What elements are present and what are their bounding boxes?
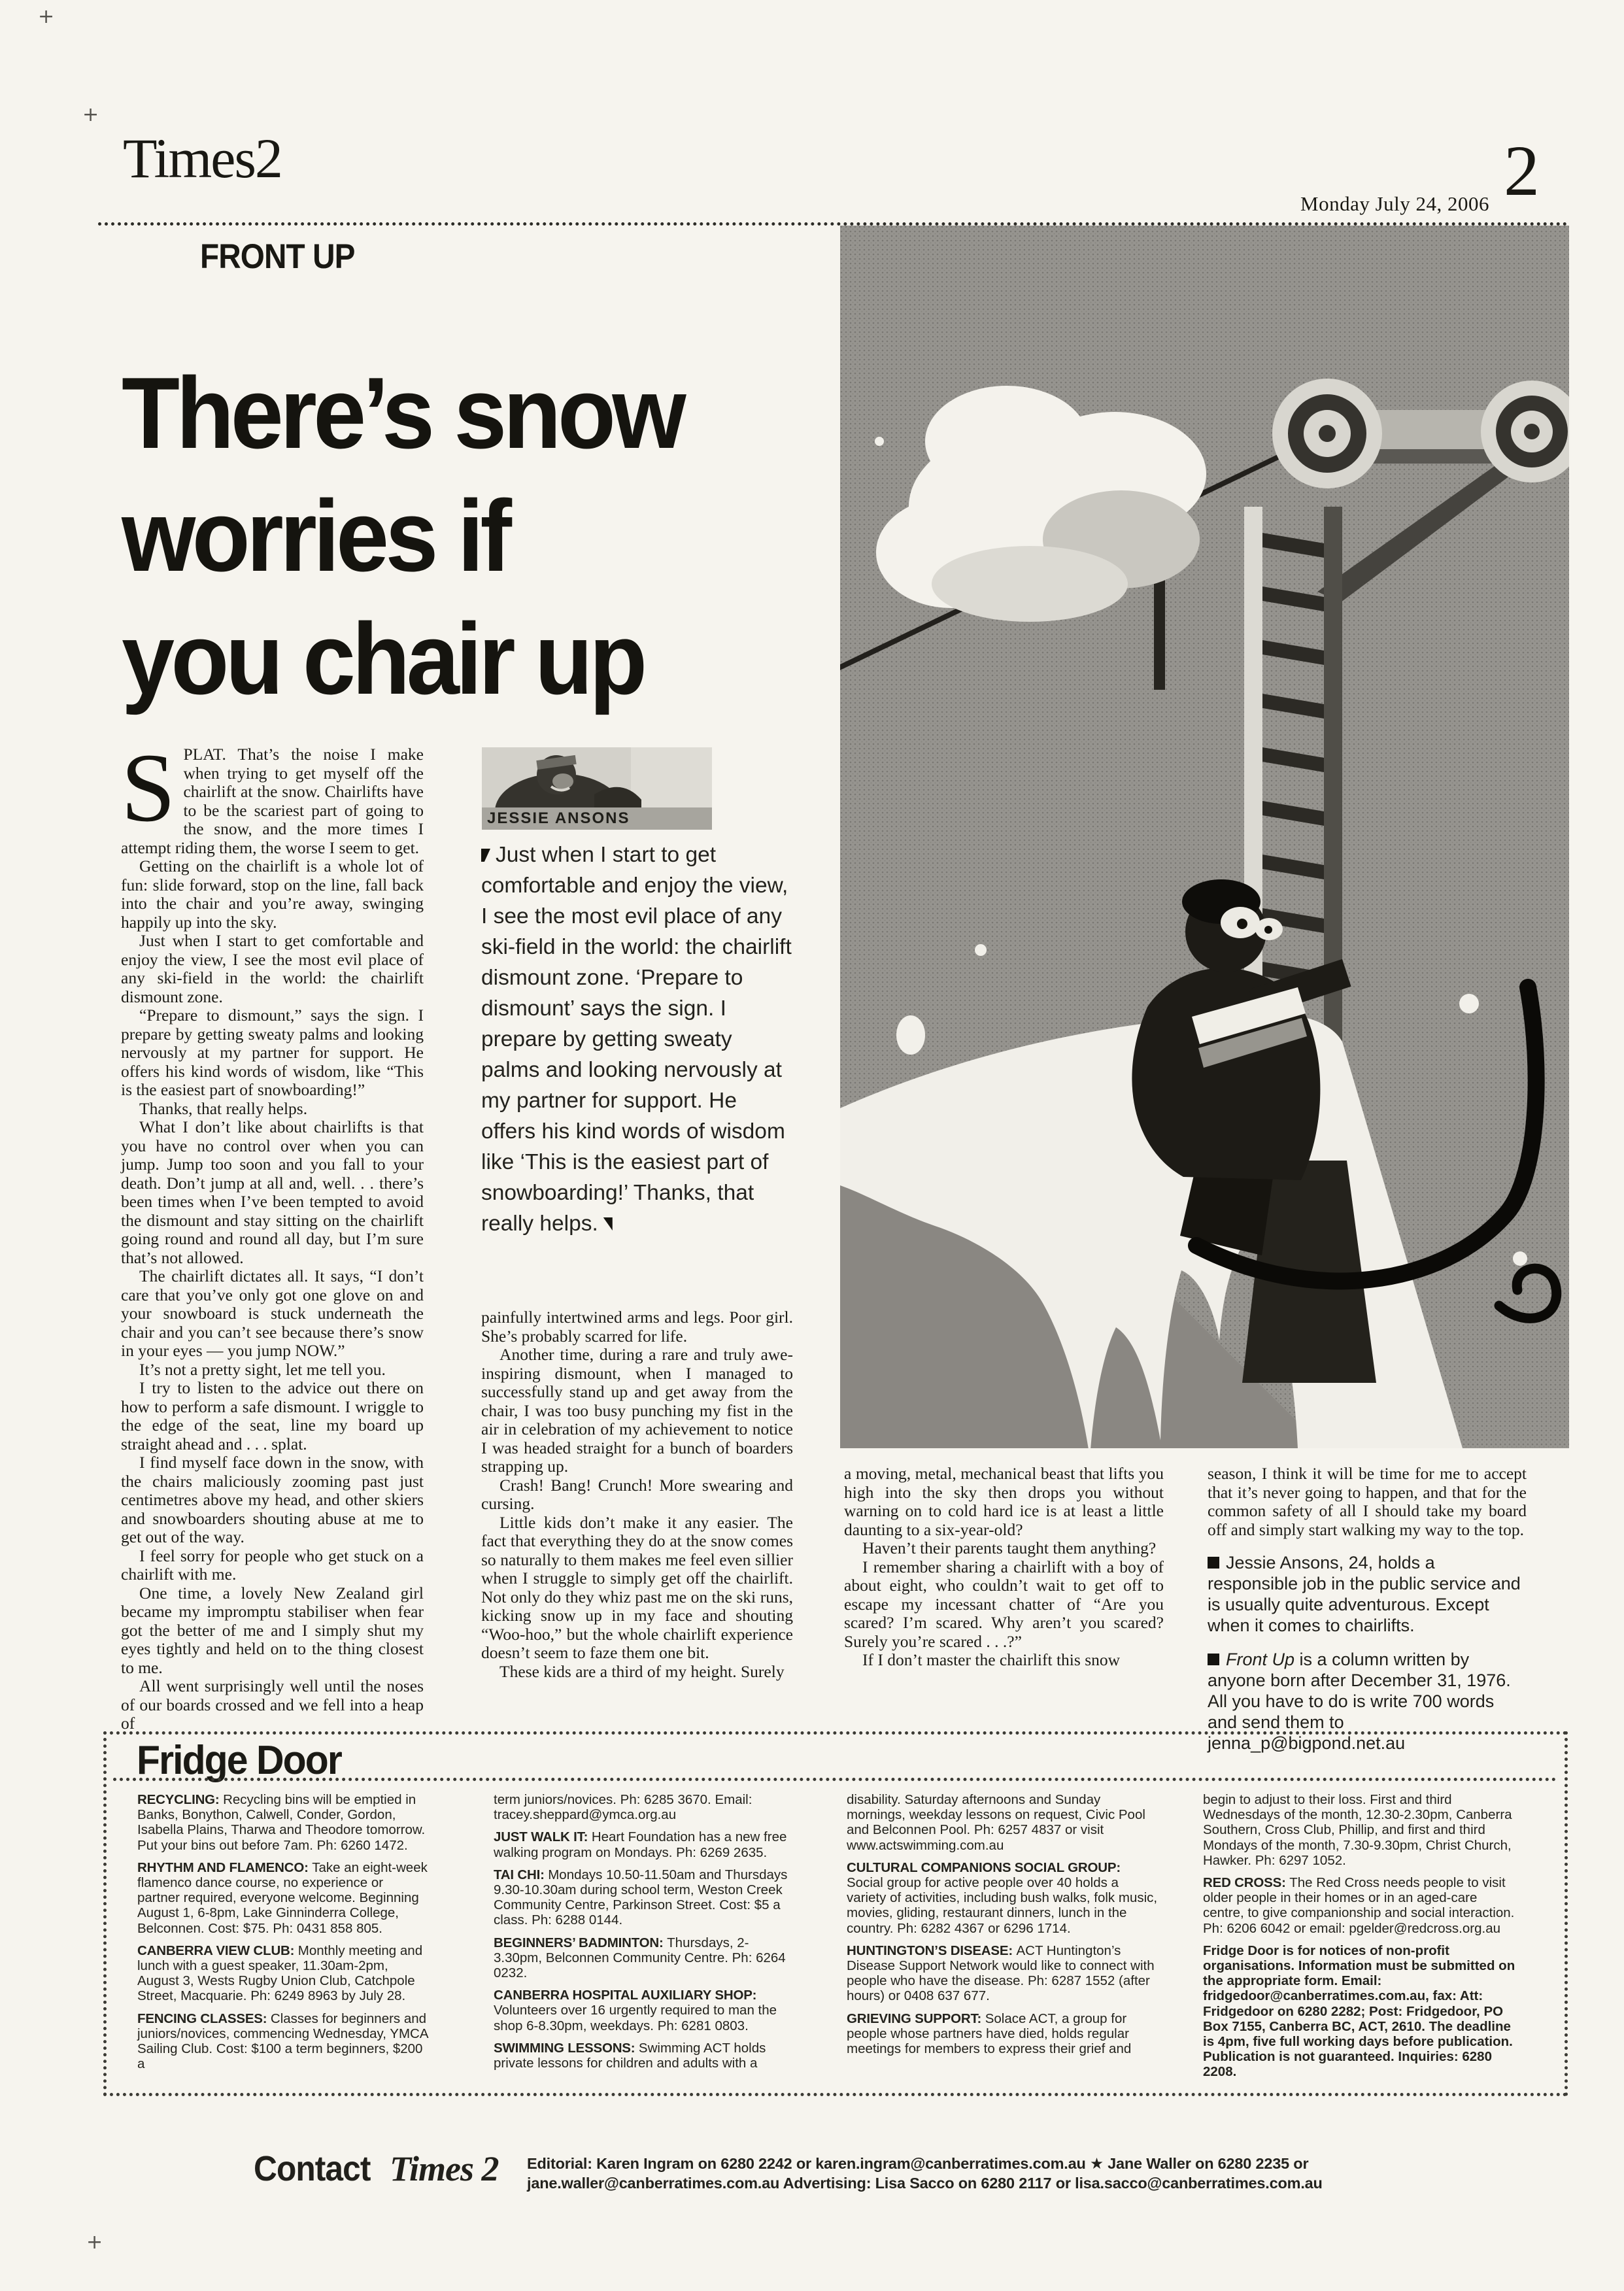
fridge-col-1 <box>137 1792 428 2079</box>
fridge-door-title: Fridge Door <box>137 1738 341 1783</box>
fridge-entry: HUNTINGTON’S DISEASE: ACT Huntington’s Disease Support Network would like to connect with people who have the disease. Ph: 6287 1552 (after hours) or 0408 637 677. <box>847 1943 1155 2004</box>
fridge-entry: CANBERRA HOSPITAL AUXILIARY SHOP: Volunteers over 16 urgently required to man the shop 6-8.30pm, weekdays. Ph: 6281 0803. <box>494 1988 777 2033</box>
masthead: Times2 <box>123 127 282 190</box>
registration-mark-icon: + <box>82 103 99 126</box>
fridge-entry: FENCING CLASSES: Classes for beginners and juniors/novices, commencing Wednesday, YMCA Sailing Club. Cost: $100 a term beginners, $200 a <box>137 2011 428 2072</box>
fridge-entry-label: RED CROSS: <box>1203 1875 1290 1891</box>
fridge-entry-label: GRIEVING SUPPORT: <box>847 2011 985 2026</box>
fridge-col-2 <box>494 1792 794 2078</box>
article-paragraph: season, I think it will be time for me to accept that it’s never going to happen, and that for the common safety of all I should take my board off and simply start walking my way to the top. <box>1208 1464 1527 1539</box>
fridge-entry: RED CROSS: The Red Cross needs people to visit older people in their homes or in an aged-care centre, to give companionship and social interaction. Ph: 6206 6042 or email: pgelder@redcross.org.au <box>1203 1875 1515 1936</box>
article-paragraph: “Prepare to dismount,” says the sign. I prepare by getting sweaty palms and looking nervously at my partner for support. He offers his kind words of wisdom, like “This is the easiest part of snowboarding!” <box>121 1006 424 1099</box>
fridge-entry-label: CULTURAL COMPANIONS SOCIAL GROUP: <box>847 1859 1121 1875</box>
chairlift-illustration <box>840 226 1569 1448</box>
square-bullet-icon <box>1208 1557 1219 1569</box>
fridge-entry: Fridge Door is for notices of non-profit organisations. Information must be submitted on the appropriate form. Email: fridgedoor@canberratimes.com.au, fax: Att: Fridgedoor on 6280 2282; Post: Fridgedoor, PO Box 7155, Canberra BC, ACT, 2610. The deadline is 4pm, five full working days before publication. Publication is not guaranteed. Inquiries: 6280 2208. <box>1203 1943 1515 2080</box>
article-paragraph: The chairlift dictates all. It says, “I don’t care that you’ve only got one glove on and your snowboard is stuck underneath the chair and you can’t see because there’s snow in your eyes — you jump NOW.” <box>121 1266 424 1360</box>
contact-block <box>254 2148 498 2189</box>
fridge-entry-label: CANBERRA HOSPITAL AUXILIARY SHOP: <box>494 1988 757 2003</box>
contact-label-brand: Times 2 <box>390 2149 499 2188</box>
article-note: Jessie Ansons, 24, holds a responsible job in the public service and is usually quite adventurous. Except when it comes to chairlifts. <box>1208 1553 1521 1635</box>
headline-line: you chair up <box>122 602 644 715</box>
fridge-door-box <box>103 1731 1568 2096</box>
article-paragraph: Just when I start to get comfortable and enjoy the view, I see the most evil place of any ski-field in the world: the chairlift dismount zone. <box>121 931 424 1006</box>
pull-quote-text: Just when I start to get comfortable and enjoy the view, I see the most evil place of any ski-field in the world: the chairlift dismount zone. ‘Prepare to dismount’ says the sign. I prepare by getting sweaty palms and looking nervously at my partner for support. He offers his kind words of wisdom like ‘This is the easiest part of snowboarding!’ Thanks, that really helps. <box>481 843 792 1236</box>
fridge-entry-label: HUNTINGTON’S DISEASE: <box>847 1943 1017 1958</box>
fridge-entry-label: BEGINNERS’ BADMINTON: <box>494 1935 668 1950</box>
article-paragraph: painfully intertwined arms and legs. Poor girl. She’s probably scarred for life. <box>481 1308 793 1346</box>
page-date: Monday July 24, 2006 <box>1300 192 1489 215</box>
registration-mark-icon: + <box>86 2231 103 2254</box>
fridge-entry: CANBERRA VIEW CLUB: Monthly meeting and lunch with a guest speaker, 11.30am-2pm, August 3, Wests Rugby Union Club, Catchpole Street, Macquarie. Ph: 6249 8963 by July 28. <box>137 1943 423 2004</box>
fridge-entry: disability. Saturday afternoons and Sunday mornings, weekday lessons on request, Civic Pool and Belconnen Pool. Ph: 6257 4837 or visit www.actswimming.com.au <box>847 1792 1145 1853</box>
article-paragraph: Little kids don’t make it any easier. The fact that everything they do at the snow comes so naturally to them makes me feel even sillier when I struggle to simply get off the chairlift. Not only do they whiz past me on the ski runs, kicking snow up in my face and shouting “Woo-hoo,” but the whole chairlift experience doesn’t seem to faze them one bit. <box>481 1512 793 1662</box>
fridge-entry: SWIMMING LESSONS: Swimming ACT holds private lessons for children and adults with a <box>494 2040 766 2071</box>
page-number: 2 <box>1504 131 1540 211</box>
article-paragraph: SPLAT. That’s the noise I make when trying to get myself off the chairlift at the snow. Chairlifts have to be the scariest part of going to the snow, and the more times I attempt riding them, the worse I seem to get. <box>121 734 424 857</box>
fridge-col-3 <box>847 1792 1160 2063</box>
square-bullet-icon <box>1208 1654 1219 1665</box>
fridge-entry-label: CANBERRA VIEW CLUB: <box>137 1943 298 1958</box>
article-paragraph: If I don’t master the chairlift this snow <box>862 1650 1121 1669</box>
article-col-3 <box>844 1465 1164 1670</box>
fridge-entry-label: SWIMMING LESSONS: <box>494 2040 639 2056</box>
article-paragraph: These kids are a third of my height. Surely <box>499 1661 785 1681</box>
fridge-entry: RHYTHM AND FLAMENCO: Take an eight-week flamenco dance course, no experience or partner required, everyone welcome. Beginning August 1, 6-8pm, Lake Ginninderra College, Belconnen. Cost: $75. Ph: 0431 858 805. <box>137 1859 428 1936</box>
fridge-entry: GRIEVING SUPPORT: Solace ACT, a group for people whose partners have died, holds regular meetings for members to express their grief and <box>847 2011 1132 2057</box>
article-paragraph: a moving, metal, mechanical beast that lifts you high into the sky then drops you without warning on to cold hard ice is at least a little daunting to a six-year-old? <box>844 1464 1164 1539</box>
article-paragraph: Thanks, that really helps. <box>139 1098 308 1118</box>
byline-photo <box>482 747 712 807</box>
fridge-entry: RECYCLING: Recycling bins will be emptied in Banks, Bonython, Calwell, Conder, Gordon, Isabella Plains, Tharwa and Theodore tomorrow. Put your bins out before 7am. Ph: 6260 1472. <box>137 1792 426 1853</box>
article-paragraph: Getting on the chairlift is a whole lot of fun: slide forward, stop on the line, fall back into the chair and you’re away, swinging happily up into the sky. <box>121 857 424 932</box>
article-paragraph: I remember sharing a chairlift with a boy of about eight, who couldn’t wait to get off to escape my incessant chatter of “Are you scared? I’m scared. Why aren’t you scared? Surely you’re scared . . .?” <box>844 1557 1164 1651</box>
fridge-col-4 <box>1203 1792 1517 2087</box>
fridge-entry-label: JUST WALK IT: <box>494 1829 592 1845</box>
drop-cap: S <box>121 734 176 842</box>
article-paragraph: Crash! Bang! Crunch! More swearing and cursing. <box>481 1475 793 1513</box>
article-paragraph: Haven’t their parents taught them anything? <box>862 1538 1157 1557</box>
quote-open-icon <box>481 849 490 862</box>
fridge-entry: CULTURAL COMPANIONS SOCIAL GROUP: Social group for active people over 40 holds a variety of activities, including bush walks, folk music, movies, gliding, restaurant dinners, lunch in the country. Ph: 6282 4367 or 6296 1714. <box>847 1859 1158 1936</box>
byline-photo-block <box>482 747 712 830</box>
fridge-entry-label: RECYCLING: <box>137 1792 224 1807</box>
fridge-door-rule <box>113 1778 1557 1781</box>
byline-caption: JESSIE ANSONS <box>482 807 712 830</box>
fridge-entry: term juniors/novices. Ph: 6285 3670. Email: tracey.sheppard@ymca.org.au <box>494 1792 753 1823</box>
fridge-entry-label: FENCING CLASSES: <box>137 2011 271 2026</box>
headline-line: There’s snow <box>122 356 683 469</box>
article-note: Front Up is a column written by anyone born after December 31, 1976. All you have to do is write 700 words and send them to jenna_p@bigpond.net.au <box>1208 1650 1511 1753</box>
article-paragraph: All went surprisingly well until the noses of our boards crossed and we fell into a heap of <box>121 1676 424 1733</box>
article-paragraph: One time, a lovely New Zealand girl became my impromptu stabiliser when fear got the better of me and I simply shut my eyes tightly and held on to the thing closest to me. <box>121 1583 424 1677</box>
fridge-entry-label: RHYTHM AND FLAMENCO: <box>137 1859 313 1875</box>
article-paragraph: It’s not a pretty sight, let me tell you. <box>139 1359 386 1379</box>
fridge-entry: begin to adjust to their loss. First and third Wednesdays of the month, 12.30-2.30pm, Canberra Southern, Cross Club, Phillip, and first and third Mondays of the month, 7.30-9.30pm, Christ Church, Hawker. Ph: 6297 1052. <box>1203 1792 1512 1868</box>
contact-details <box>527 2154 1455 2193</box>
headline-line: worries if <box>122 479 509 592</box>
article-paragraph: I try to listen to the advice out there on how to perform a safe dismount. I wriggle to the edge of the seat, line my board up straight ahead and . . . splat. <box>121 1378 424 1453</box>
quote-close-icon <box>603 1217 613 1230</box>
bullwheel-left <box>1272 379 1382 488</box>
article-headline <box>122 352 719 721</box>
article-col-2 <box>481 1308 793 1681</box>
article-paragraph: I find myself face down in the snow, with the chairs maliciously zooming past just centimetres above my head, and other skiers and snowboarders shouting abuse at me to get out of the way. <box>121 1453 424 1546</box>
fridge-entry: TAI CHI: Mondays 10.50-11.50am and Thursdays 9.30-10.30am during school term, Weston Creek Community Centre, Parkinson Street. Cost: $5 a class. Ph: 6288 0144. <box>494 1867 788 1928</box>
fridge-entry: BEGINNERS’ BADMINTON: Thursdays, 2-3.30pm, Belconnen Community Centre. Ph: 6264 0232. <box>494 1935 786 1981</box>
fridge-entry-label: TAI CHI: <box>494 1867 549 1882</box>
article-paragraph: Another time, during a rare and truly awe-inspiring dismount, when I managed to successfully stand up and get away from the chair, I was too busy punching my fist in the air in celebration of my achievement to notice I was headed straight for a bunch of boarders strapping up. <box>481 1345 793 1476</box>
contact-line: jane.waller@canberratimes.com.au Advertising: Lisa Sacco on 6280 2117 or lisa.sacco@canberratimes.com.au <box>527 2175 1323 2192</box>
article-col-1 <box>121 734 424 1733</box>
fridge-entry: JUST WALK IT: Heart Foundation has a new free walking program on Mondays. Ph: 6269 2635. <box>494 1829 787 1860</box>
pull-quote <box>481 840 796 1239</box>
article-paragraph: What I don’t like about chairlifts is that you have no control over when you can jump. Jump too soon and you fall to your death. Don’t jump at all and, well. . . there’s been times when I’ve been tempted to avoid the dismount and stay sitting on the chairlift going round and round all day, but I’m sure that’s not allowed. <box>121 1117 424 1267</box>
registration-mark-icon: + <box>38 5 55 28</box>
contact-label-prefix: Contact <box>254 2149 371 2188</box>
section-label: FRONT UP <box>200 237 355 276</box>
article-paragraph: I feel sorry for people who get stuck on a chairlift with me. <box>121 1546 424 1584</box>
contact-line: Editorial: Karen Ingram on 6280 2242 or karen.ingram@canberratimes.com.au ★ Jane Waller on 6280 2235 or <box>527 2155 1309 2172</box>
article-col-4 <box>1208 1465 1527 1754</box>
